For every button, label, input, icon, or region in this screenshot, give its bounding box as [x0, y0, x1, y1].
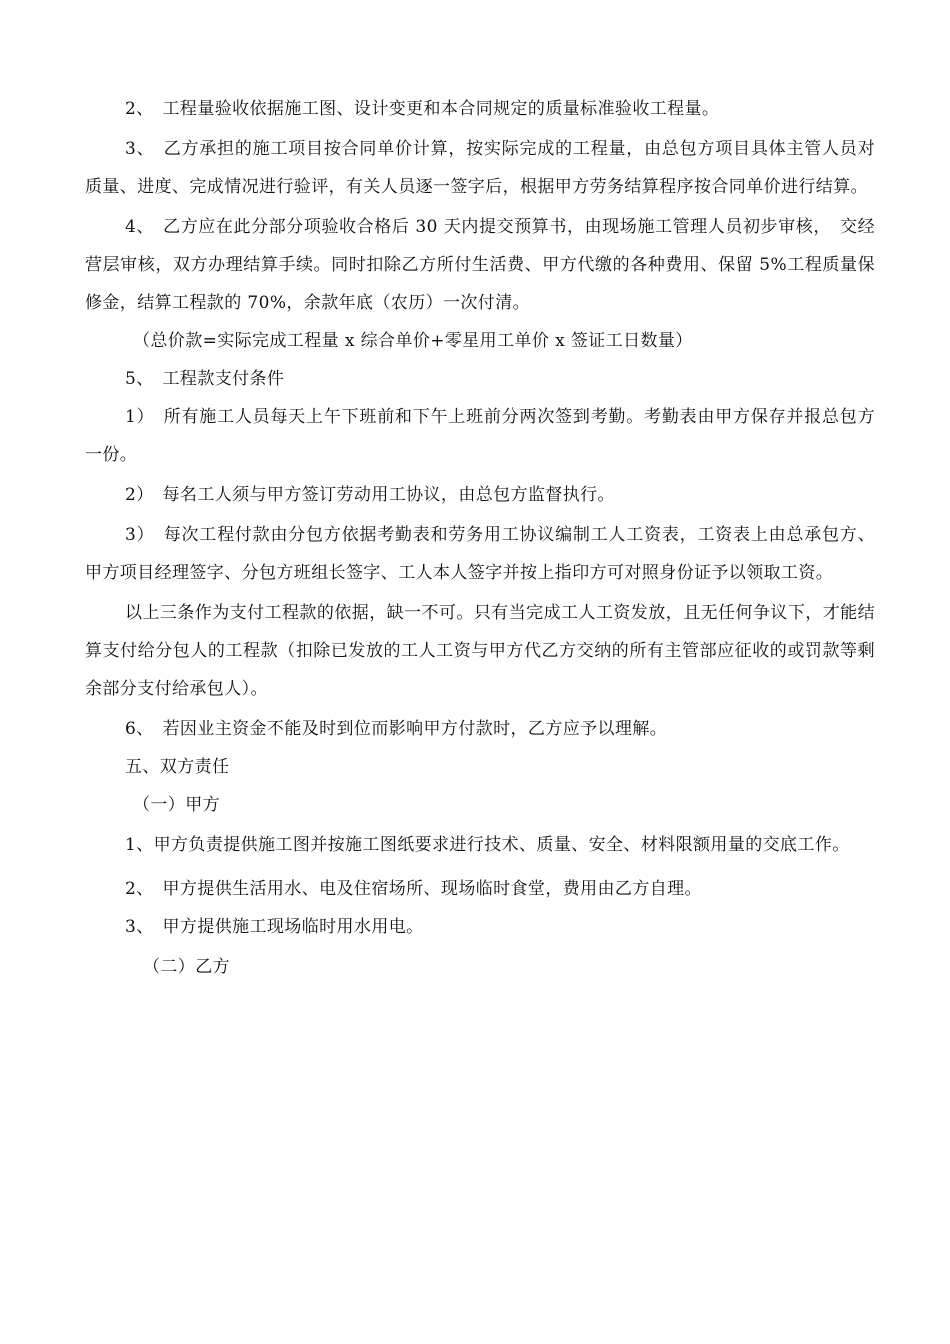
paragraph-party-a-item-3: 3、 甲方提供施工现场临时用水用电。 [125, 917, 424, 937]
paragraph-clause-5-payment-conditions: 5、 工程款支付条件 [125, 369, 285, 389]
paragraph-clause-2-quantity-acceptance: 2、 工程量验收依据施工图、设计变更和本合同规定的质量标准验收工程量。 [125, 99, 720, 119]
paragraph-condition-2-labor-agreement: 2） 每名工人须与甲方签订劳动用工协议，由总包方监督执行。 [125, 485, 615, 505]
paragraph-clause-6-owner-funds: 6、 若因业主资金不能及时到位而影响甲方付款时，乙方应予以理解。 [125, 719, 668, 739]
paragraph-clause-3-unit-price: 3、 乙方承担的施工项目按合同单价计算，按实际完成的工程量，由总包方项目具体主管人员对质量、进度、完成情况进行验评，有关人员逐一签字后，根据甲方劳务结算程序按合同单价进行结算。 [85, 139, 875, 197]
subsection-heading-party-a: （一）甲方 [133, 795, 220, 815]
paragraph-total-price-formula: （总价款=实际完成工程量 x 综合单价+零星用工单价 x 签证工日数量） [133, 331, 693, 351]
paragraph-party-a-item-1: 1、甲方负责提供施工图并按施工图纸要求进行技术、质量、安全、材料限额用量的交底工作。 [125, 835, 850, 855]
paragraph-payment-basis: 以上三条作为支付工程款的依据，缺一不可。只有当完成工人工资发放，且无任何争议下，才能结算支付给分包人的工程款（扣除已发放的工人工资与甲方代乙方交纳的所有主管部应征收的或罚款等剩余部分支付给承包人）。 [85, 603, 875, 699]
subsection-heading-party-b: （二）乙方 [143, 957, 230, 977]
document-body [85, 90, 875, 986]
paragraph-party-a-item-2: 2、 甲方提供生活用水、电及住宿场所、现场临时食堂，费用由乙方自理。 [125, 879, 702, 899]
paragraph-condition-1-attendance: 1） 所有施工人员每天上午下班前和下午上班前分两次签到考勤。考勤表由甲方保存并报总包方一份。 [85, 407, 875, 465]
section-heading-responsibilities: 五、双方责任 [125, 757, 230, 777]
paragraph-clause-4-settlement: 4、 乙方应在此分部分项验收合格后 30 天内提交预算书，由现场施工管理人员初步审核， 交经营层审核，双方办理结算手续。同时扣除乙方所付生活费、甲方代缴的各种费用、保留 5%工程质量保修金，结算工程款的 70%，余款年底（农历）一次付清。 [85, 217, 875, 313]
paragraph-condition-3-payroll: 3） 每次工程付款由分包方依据考勤表和劳务用工协议编制工人工资表，工资表上由总承包方、甲方项目经理签字、分包方班组长签字、工人本人签字并按上指印方可对照身份证予以领取工资。 [85, 525, 875, 583]
